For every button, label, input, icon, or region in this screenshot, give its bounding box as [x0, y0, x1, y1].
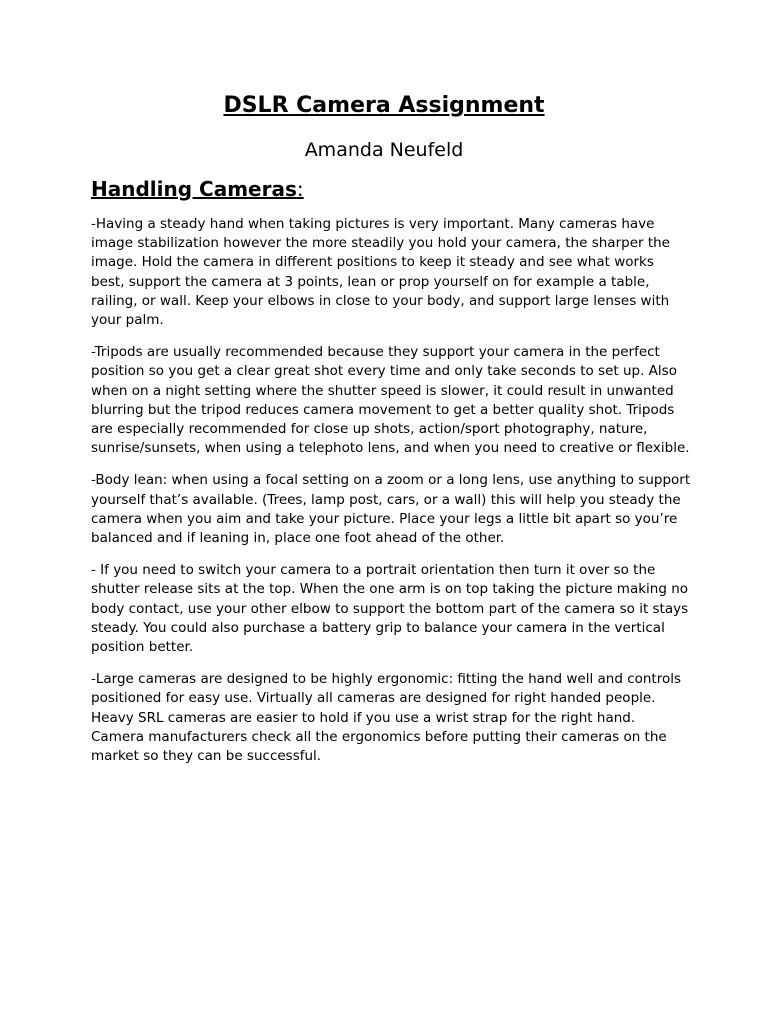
paragraph-portrait-orientation: - If you need to switch your camera to a portrait orientation then turn it over so the shutter release sits at the top. When the one arm is on top taking the picture making no body contact, use your other elbow to support the bottom part of the camera so it stays steady. You could also purchase a battery grip to balance your camera in the vertical position better.	[91, 562, 689, 656]
paragraph-body-lean: -Body lean: when using a focal setting on a zoom or a long lens, use anything to support yourself that’s available. (Trees, lamp post, cars, or a wall) this will help you steady the camera when you aim and take your picture. Place your legs a little bit apart so you’re balanced and if leaning in, place one foot ahead of the other.	[91, 472, 691, 547]
document-author: Amanda Neufeld	[304, 139, 464, 161]
paragraph-large-cameras: -Large cameras are designed to be highly ergonomic: fitting the hand well and controls positioned for easy use. Virtually all cameras are designed for right handed people. Heavy SRL cameras are easier to hold if you use a wrist strap for the right hand. Camera manufacturers check all the ergonomics before putting their cameras on the market so they can be successful.	[91, 671, 682, 765]
paragraph-steady-hand: -Having a steady hand when taking pictures is very important. Many cameras have image stabilization however the more steadily you hold your camera, the sharper the image. Hold the camera in different positions to keep it steady and see what works best, support the camera at 3 points, lean or prop yourself on for example a table, railing, or wall. Keep your elbows in close to your body, and support large lenses with your palm.	[91, 216, 670, 329]
paragraph-tripods: -Tripods are usually recommended because they support your camera in the perfect position so you get a clear great shot every time and only take seconds to set up. Also when on a night setting where the shutter speed is slower, it could result in unwanted blurring but the tripod reduces camera movement to get a better quality shot. Tripods are especially recommended for close up shots, action/sport photography, nature, sunrise/sunsets, when using a telephoto lens, and when you need to creative or flexible.	[91, 344, 690, 457]
section-heading	[91, 174, 304, 204]
section-heading-colon: :	[296, 177, 304, 201]
document-body	[91, 215, 691, 779]
document-title: DSLR Camera Assignment	[223, 93, 545, 118]
section-heading-text: Handling Cameras	[91, 177, 297, 201]
